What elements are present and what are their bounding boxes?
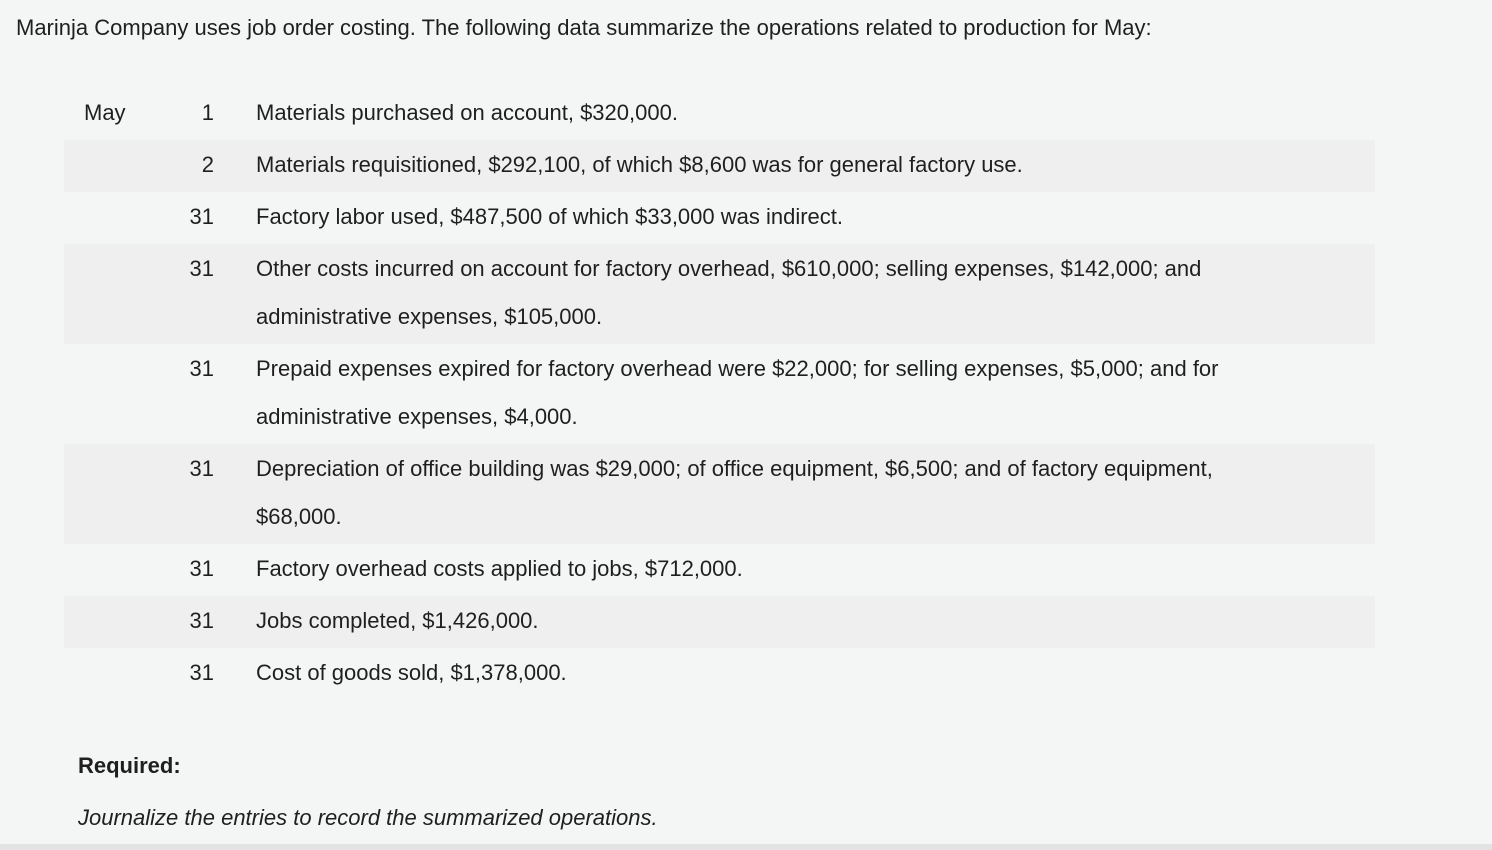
table-row xyxy=(64,444,1375,544)
day-cell: 31 xyxy=(189,256,214,281)
day-cell: 31 xyxy=(189,608,214,633)
description-cell xyxy=(256,609,1356,633)
day-cell: 31 xyxy=(189,204,214,229)
description-line: Depreciation of office building was $29,000; of office equipment, $6,500; and of factory equipment, xyxy=(256,456,1213,481)
day-cell: 1 xyxy=(201,100,214,125)
description-cell xyxy=(256,557,1356,581)
description-line: Materials purchased on account, $320,000. xyxy=(256,100,678,125)
description-cell xyxy=(256,357,1356,429)
table-row xyxy=(64,140,1375,192)
description-line: Factory labor used, $487,500 of which $33,000 was indirect. xyxy=(256,204,844,229)
table-row xyxy=(64,192,1375,244)
description-cell xyxy=(256,457,1356,529)
bottom-divider xyxy=(0,844,1492,850)
day-cell: 31 xyxy=(189,556,214,581)
table-row xyxy=(64,596,1375,648)
description-line: Factory overhead costs applied to jobs, $712,000. xyxy=(256,556,743,581)
operations-table xyxy=(64,88,1375,700)
description-cell xyxy=(256,257,1356,329)
description-line: Materials requisitioned, $292,100, of which $8,600 was for general factory use. xyxy=(256,152,1023,177)
day-cell: 31 xyxy=(189,356,214,381)
description-cell xyxy=(256,661,1356,685)
description-cell xyxy=(256,153,1356,177)
description-cell xyxy=(256,101,1356,125)
table-row xyxy=(64,544,1375,596)
table-row xyxy=(64,648,1375,700)
description-line: Jobs completed, $1,426,000. xyxy=(256,608,539,633)
required-label: Required: xyxy=(78,753,181,778)
day-cell: 31 xyxy=(189,660,214,685)
description-cell xyxy=(256,205,1356,229)
description-line: Other costs incurred on account for factory overhead, $610,000; selling expenses, $142,000; and xyxy=(256,256,1202,281)
table-row xyxy=(64,344,1375,444)
table-row xyxy=(64,244,1375,344)
intro-text: Marinja Company uses job order costing. The following data summarize the operations related to production for May: xyxy=(16,15,1152,40)
description-line: Cost of goods sold, $1,378,000. xyxy=(256,660,567,685)
day-cell: 31 xyxy=(189,456,214,481)
required-instructions: Journalize the entries to record the summarized operations. xyxy=(78,805,658,830)
table-row xyxy=(64,88,1375,140)
description-line: administrative expenses, $105,000. xyxy=(256,304,603,329)
description-line: Prepaid expenses expired for factory overhead were $22,000; for selling expenses, $5,000; and for xyxy=(256,356,1219,381)
description-line: administrative expenses, $4,000. xyxy=(256,404,578,429)
description-line: $68,000. xyxy=(256,504,342,529)
day-cell: 2 xyxy=(201,152,214,177)
month-label: May xyxy=(84,100,126,125)
